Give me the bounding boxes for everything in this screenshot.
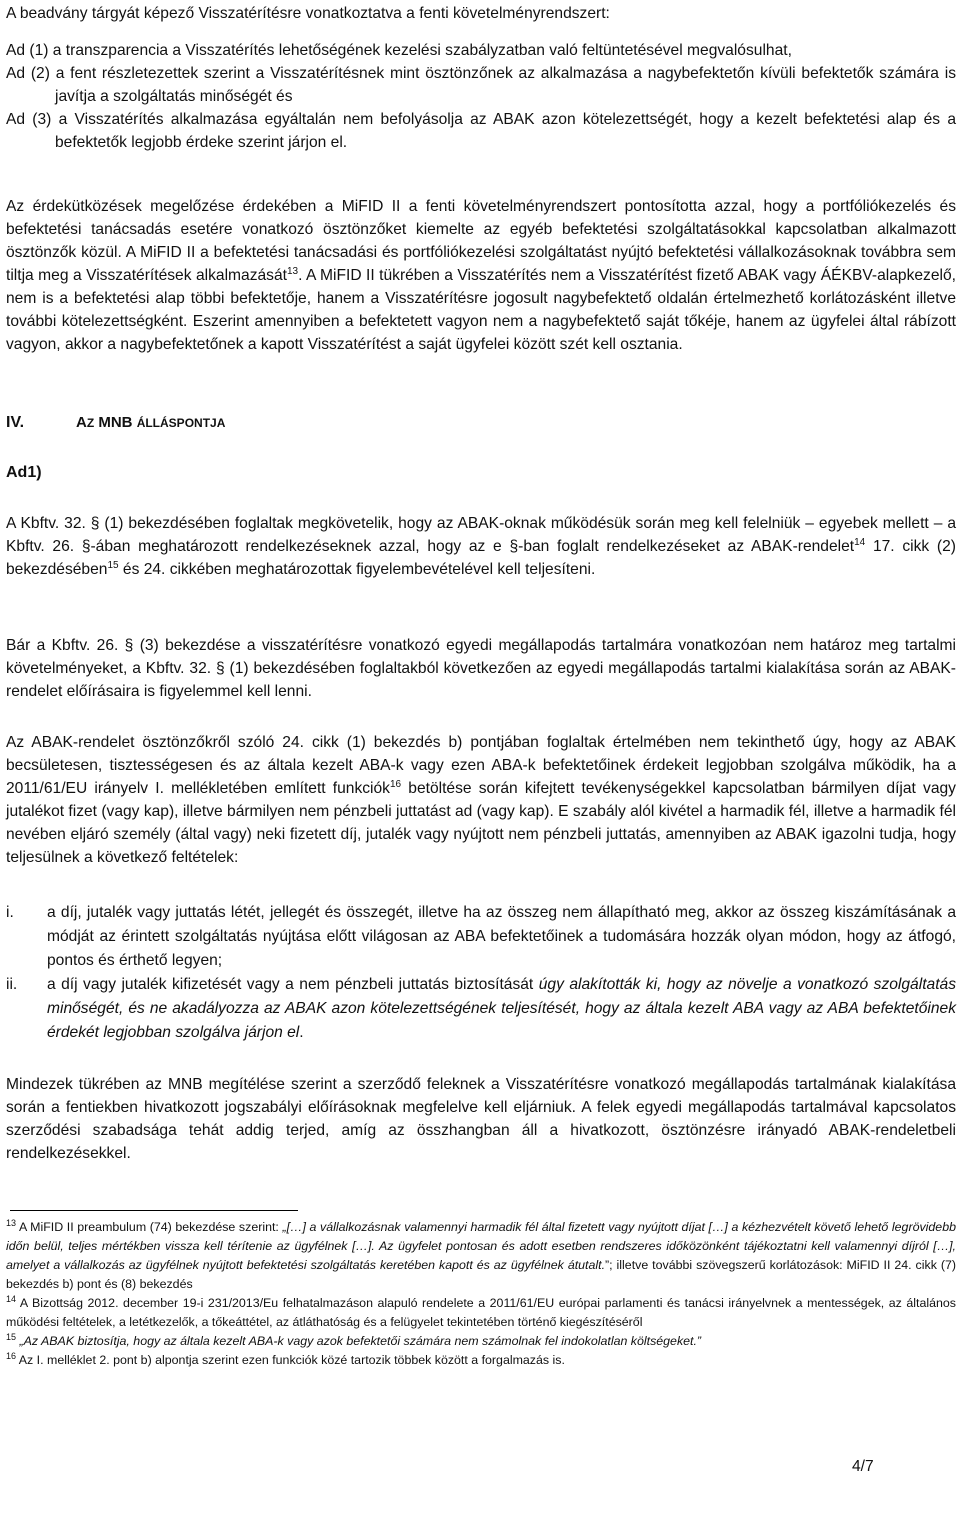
section-title-smallcap-1: Z xyxy=(86,416,95,430)
footnote-number: 14 xyxy=(6,1294,17,1304)
footnote-ref-16[interactable]: 16 xyxy=(389,779,402,790)
conditions-list xyxy=(6,901,956,1045)
footnote-15 xyxy=(6,1332,956,1351)
footnote-13 xyxy=(6,1218,956,1294)
kbftv-paragraph xyxy=(6,512,956,581)
abak-paragraph xyxy=(6,731,956,869)
footnote-quote: „Az ABAK biztosítja, hogy az általa kezelt ABA-k vagy azok befektetői számára nem számolnak fel indokolatlan költségeket.” xyxy=(16,1334,702,1348)
footnote-ref-14[interactable]: 14 xyxy=(854,537,866,548)
agreement-paragraph: Bár a Kbftv. 26. § (3) bekezdése a visszatérítésre vonatkozó egyedi megállapodás tartalmára vonatkozóan nem határoz meg tartalmi követelményeket, a Kbftv. 32. § (1) bekezdésében foglaltakból következően az egyedi megállapodás tartalmi kialakítása során az ABAK-rendelet előírásaira is figyelemmel kell lenni. xyxy=(6,637,956,700)
abak-paragraph-part-b: betöltése során kifejtett tevékenységekkel kapcsolatban bármilyen díjat vagy jutalékot fizet (vagy kap), illetve bármilyen nem pénzbeli juttatást ad (vagy kap). E szabály alól kivétel a harmadik fél, illetve a harmadik fél nevében eljáró személy (által vagy) neki fizetett díj, jutalék vagy nyújtott nem pénzbeli juttatás, amennyiben az ABAK igazolni tudja, hogy teljesülnek a következő feltételek: xyxy=(6,780,956,866)
footnote-number: 16 xyxy=(6,1351,17,1361)
section-heading xyxy=(6,414,956,432)
list-marker: i. xyxy=(6,904,14,921)
section-title-initial: A xyxy=(76,414,87,431)
kbftv-paragraph-part-b: 17. cikk (2) bekezdésében xyxy=(6,538,956,578)
section-title-smallcap-2: ÁLLÁSPONTJA xyxy=(136,416,226,430)
page-number: 4/7 xyxy=(852,1458,874,1475)
ad-list xyxy=(6,39,956,154)
list-marker: ii. xyxy=(6,976,18,993)
kbftv-paragraph-part-c: és 24. cikkében meghatározottak figyelembevételével kell teljesíteni. xyxy=(118,561,596,578)
footnote-text: Az I. melléklet 2. pont b) alpontja szerint ezen funkciók közé tartozik többek között a forgalmazás is. xyxy=(16,1353,565,1367)
ad1-label: Ad1) xyxy=(6,464,42,481)
list-item xyxy=(6,973,956,1045)
footnote-ref-15[interactable]: 15 xyxy=(107,560,119,571)
footnote-ref-13[interactable]: 13 xyxy=(286,266,299,277)
conclusion-paragraph: Mindezek tükrében az MNB megítélése szerint a szerződő feleknek a Visszatérítésre vonatkozó megállapodás tartalmának kialakítása során a fentiekben hivatkozott jogszabályi előírásoknak megfelelve kell eljárniuk. A felek egyedi megállapodás tartalmával kapcsolatos szerződési szabadsága tehát addig terjed, amíg az összhangban áll a hivatkozott, ösztönzésre irányadó ABAK-rendeletbeli rendelkezésekkel. xyxy=(6,1076,956,1162)
section-title xyxy=(76,414,225,431)
abak-paragraph-part-a: Az ABAK-rendelet ösztönzőkről szóló 24. cikk (1) bekezdés b) pontjában foglaltak értelmében nem tekinthető úgy, hogy az ABAK becsületesen, tisztességesen és az általa kezelt ABA-k vagy ezen ABA-k befektetőinek érdekeit legjobban szolgálva működik, ha a 2011/61/EU irányelv I. mellékletében említett funkciók xyxy=(6,734,956,797)
list-text-end: . xyxy=(299,1024,304,1041)
footnote-text: A MiFID II preambulum (74) bekezdése szerint: xyxy=(16,1220,283,1234)
section-number: IV. xyxy=(6,414,25,431)
mifid-paragraph-part-a: Az érdekütközések megelőzése érdekében a MiFID II a fenti követelményrendszert pontosította azzal, hogy a portfóliókezelés és befektetési tanácsadás esetére vonatkozó ösztönzőket kiemelte az egyéb befektetési szolgáltatásokkal kapcsolatban alkalmazott ösztönzők közül. A MiFID II a befektetési tanácsadási és portfóliókezelési szolgáltatást nyújtó befektetési vállalkozásoknak továbbra sem tiltja meg a Visszatérítések alkalmazását xyxy=(6,198,956,284)
list-text-italic: úgy alakították ki, hogy az növelje a vonatkozó szolgáltatás minőségét, és ne akadályozza az ABAK azon kötelezettségének teljesítését, hogy az általa kezelt ABA vagy az ABA befektetőinek érdekét legjobban szolgálva járjon el xyxy=(47,976,956,1041)
footnote-16 xyxy=(6,1351,956,1370)
footnote-number: 15 xyxy=(6,1332,17,1342)
footnote-text-end: ”; illetve további szövegszerű korlátozások: MiFID II 24. cikk (7) bekezdés b) pont és (8) bekezdés xyxy=(6,1258,956,1291)
intro-text: A beadvány tárgyát képező Visszatérítésre vonatkoztatva a fenti követelményrendszert: xyxy=(6,5,610,22)
mifid-paragraph xyxy=(6,195,956,356)
list-text-regular: a díj vagy jutalék kifizetését vagy a nem pénzbeli juttatás biztosítását xyxy=(47,976,539,993)
footnote-number: 13 xyxy=(6,1218,17,1228)
footnote-14 xyxy=(6,1294,956,1332)
mifid-paragraph-part-b: . A MiFID II tükrében a Visszatérítés nem a Visszatérítést fizető ABAK vagy ÁÉKBV-alapkezelő, nem is a befektetési alap többi befektetője, hanem a Visszatérítésre jogosult nagybefektető oldalán értelmezhető korlátozásként illetve további kötelezettségként. Eszerint amennyiben a befektetett vagyon nem a nagybefektető saját tőkéje, hanem az ügyfelei által rábízott vagyon, akkor a nagybefektetőnek a kapott Visszatérítést a saját ügyfelei között szét kell osztania. xyxy=(6,267,956,353)
footnote-text: A Bizottság 2012. december 19-i 231/2013/Eu felhatalmazáson alapuló rendelete a 2011/61/EU európai parlamenti és tanácsi irányelvnek a mentességek, az általános működési feltételek, a letétkezelők, a tőkeáttétel, az átláthatóság és a felügyelet tekintetében történő kiegészítéséről xyxy=(6,1296,956,1329)
ad-item-2: Ad (2) a fent részletezettek szerint a Visszatérítésnek mint ösztönzőnek az alkalmazása a nagybefektetőn kívüli befektetők számára is javítja a szolgáltatás minőségét és xyxy=(6,65,956,105)
section-title-mnb: MNB xyxy=(94,414,137,431)
list-item xyxy=(6,901,956,973)
list-text xyxy=(47,973,956,1045)
footnote-quote: „[…] a vállalkozásnak valamennyi harmadik fél által fizetett vagy nyújtott díjat […] a kézhezvételt követő lehető legrövidebb időn belül, teljes mértékben vissza kell térítenie az ügyfélnek […]. Az ügyfelet pontosan és adott esetben rendszeres időközönként tájékoztatni kell valamennyi díjról […], amelyet a vállalkozás az ügyfélnek nyújtott befektetési szolgáltatás keretében kapott és az ügyfélnek átutalt. xyxy=(6,1220,956,1272)
footnotes xyxy=(6,1218,956,1370)
ad-item-3: Ad (3) a Visszatérítés alkalmazása egyáltalán nem befolyásolja az ABAK azon kötelezettségét, hogy a kezelt befektetési alap és a befektetők legjobb érdeke szerint járjon el. xyxy=(6,111,956,151)
list-text: a díj, jutalék vagy juttatás létét, jellegét és összegét, illetve ha az összeg nem állapítható meg, akkor az összeg kiszámításának a módját az érintett szolgáltatás nyújtása előtt világosan az ABA befektetőinek a tudomására hozzák olyan módon, hogy az átfogó, pontos és érthető legyen; xyxy=(47,904,956,969)
kbftv-paragraph-part-a: A Kbftv. 32. § (1) bekezdésében foglaltak megkövetelik, hogy az ABAK-oknak működésük során meg kell felelniük – egyebek mellett – a Kbftv. 26. §-ában meghatározott rendelkezéseknek azzal, hogy az e §-ban foglalt rendelkezéseket az ABAK-rendelet xyxy=(6,515,956,555)
footnote-separator xyxy=(10,1210,298,1211)
ad-item-1: Ad (1) a transzparencia a Visszatérítés lehetőségének kezelési szabályzatban való feltüntetésével megvalósulhat, xyxy=(6,42,792,59)
